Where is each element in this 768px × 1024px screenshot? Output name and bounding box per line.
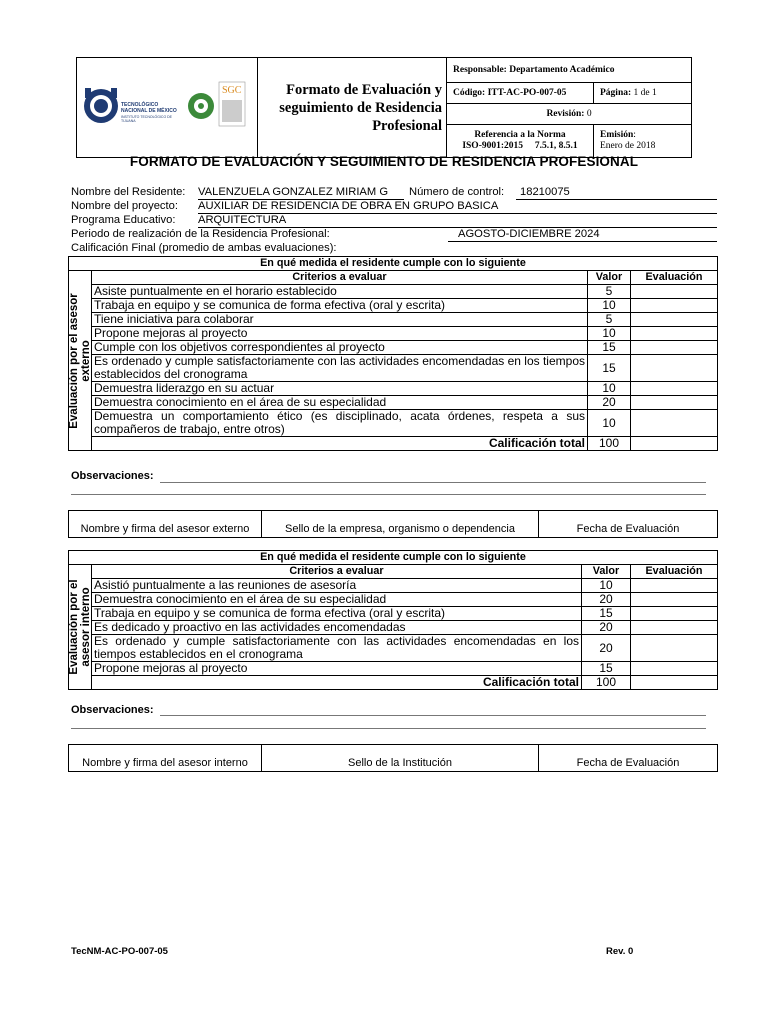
programa-label: Programa Educativo: — [71, 214, 176, 226]
proyecto-value: AUXILIAR DE RESIDENCIA DE OBRA EN GRUPO BASICA — [198, 199, 717, 214]
evaluation-table-externo — [68, 256, 718, 451]
evaluacion-cell[interactable] — [631, 607, 718, 621]
criterio: Cumple con los objetivos correspondientes al proyecto — [92, 341, 588, 355]
fecha-evaluacion[interactable]: Fecha de Evaluación — [539, 511, 718, 538]
valor: 20 — [582, 635, 631, 662]
criterio: Tiene iniciativa para colaborar — [92, 313, 588, 327]
emision-label: Emisión — [600, 129, 634, 140]
firma-asesor-interno[interactable]: Nombre y firma del asesor interno — [69, 745, 262, 772]
table-row — [69, 607, 718, 621]
control-value: 18210075 — [516, 185, 717, 200]
emision-value: Enero de 2018 — [600, 140, 656, 151]
observaciones-label: Observaciones: — [71, 704, 154, 716]
main-title: FORMATO DE EVALUACIÓN Y SEGUIMIENTO DE RESIDENCIA PROFESIONAL — [129, 154, 639, 169]
table-row — [69, 621, 718, 635]
table-row — [69, 355, 718, 382]
revision-value: 0 — [586, 108, 592, 119]
criterio: Propone mejoras al proyecto — [92, 327, 588, 341]
table-row — [69, 341, 718, 355]
logo-subtext: INSTITUTO TECNOLÓGICO DE TIJUANA — [121, 115, 173, 123]
table-row — [69, 635, 718, 662]
table-row — [69, 382, 718, 396]
criterio: Es dedicado y proactivo en las actividades encomendadas — [92, 621, 582, 635]
criterio: Demuestra conocimiento en el área de su especialidad — [92, 593, 582, 607]
side-label-cell — [69, 565, 92, 690]
criterio: Demuestra conocimiento en el área de su especialidad — [92, 396, 588, 410]
evaluacion-cell[interactable] — [631, 396, 718, 410]
evaluacion-cell[interactable] — [631, 341, 718, 355]
emision: Emisión: Enero de 2018 — [594, 124, 692, 157]
valor: 10 — [588, 327, 631, 341]
table-row — [69, 662, 718, 676]
proyecto-label: Nombre del proyecto: — [71, 200, 178, 212]
document-header — [76, 57, 692, 158]
col-valor: Valor — [588, 271, 631, 285]
valor: 5 — [588, 285, 631, 299]
col-criterios: Criterios a evaluar — [92, 565, 582, 579]
periodo-label: Periodo de realización de la Residencia Profesional: — [71, 228, 330, 240]
total-row — [69, 676, 718, 690]
table-row — [69, 285, 718, 299]
sello-institucion[interactable]: Sello de la Institución — [262, 745, 539, 772]
evaluacion-cell[interactable] — [631, 410, 718, 437]
caption: En qué medida el residente cumple con lo siguiente — [69, 257, 718, 271]
control-label: Número de control: — [409, 186, 505, 198]
evaluacion-cell[interactable] — [631, 355, 718, 382]
evaluacion-cell[interactable] — [631, 285, 718, 299]
signature-table-interno — [68, 744, 718, 772]
pagina-value: 1 de 1 — [633, 87, 657, 98]
revision — [447, 103, 692, 124]
observaciones-label: Observaciones: — [71, 470, 154, 482]
evaluacion-cell[interactable] — [631, 313, 718, 327]
valor: 10 — [582, 579, 631, 593]
evaluation-table-interno — [68, 550, 718, 690]
criterio: Demuestra un comportamiento ético (es disciplinado, acata órdenes, respeta a sus compañeros de trabajo, entre otros) — [92, 410, 588, 437]
criterio: Asistió puntualmente a las reuniones de asesoría — [92, 579, 582, 593]
valor: 10 — [588, 299, 631, 313]
evaluacion-cell[interactable] — [631, 382, 718, 396]
evaluacion-cell[interactable] — [631, 327, 718, 341]
responsable: Responsable: Departamento Académico — [447, 58, 692, 83]
criterio: Es ordenado y cumple satisfactoriamente con las actividades encomendadas en los tiempos establecidos del cronograma — [92, 355, 588, 382]
table-row — [69, 313, 718, 327]
total-label: Calificación total — [92, 437, 588, 451]
valor: 15 — [582, 662, 631, 676]
norma — [447, 124, 594, 157]
criterio: Trabaja en equipo y se comunica de forma efectiva (oral y escrita) — [92, 607, 582, 621]
evaluacion-cell[interactable] — [631, 579, 718, 593]
criterio: Trabaja en equipo y se comunica de forma efectiva (oral y escrita) — [92, 299, 588, 313]
valor: 20 — [582, 593, 631, 607]
criterio: Es ordenado y cumple satisfactoriamente con las actividades encomendadas en los tiempos establecidos en el cronograma — [92, 635, 582, 662]
revision-label: Revisión: — [546, 108, 585, 119]
table-row — [69, 593, 718, 607]
side-label: Evaluación por el asesor externo — [68, 292, 92, 429]
valor: 15 — [588, 341, 631, 355]
total-label: Calificación total — [92, 676, 582, 690]
col-criterios: Criterios a evaluar — [92, 271, 588, 285]
norma-value: ISO-9001:2015 7.5.1, 8.5.1 — [462, 140, 578, 151]
logos-cell — [77, 58, 258, 158]
col-evaluacion: Evaluación — [631, 271, 718, 285]
table-row — [69, 410, 718, 437]
evaluacion-cell[interactable] — [631, 662, 718, 676]
logo-text: TECNOLÓGICO NACIONAL DE MÉXICO — [121, 102, 177, 114]
total-evaluacion-cell[interactable] — [631, 437, 718, 451]
valor: 10 — [588, 410, 631, 437]
side-label-cell — [69, 271, 92, 451]
firma-asesor-externo[interactable]: Nombre y firma del asesor externo — [69, 511, 262, 538]
total-row — [69, 437, 718, 451]
total-value: 100 — [588, 437, 631, 451]
valor: 20 — [582, 621, 631, 635]
observaciones-line[interactable] — [71, 494, 706, 495]
col-valor: Valor — [582, 565, 631, 579]
pagina — [594, 83, 692, 104]
col-evaluacion: Evaluación — [631, 565, 718, 579]
residente-label: Nombre del Residente: — [71, 186, 186, 198]
observaciones-line[interactable] — [71, 728, 706, 729]
criterio: Asiste puntualmente en el horario establecido — [92, 285, 588, 299]
evaluacion-cell[interactable] — [631, 621, 718, 635]
total-evaluacion-cell[interactable] — [631, 676, 718, 690]
periodo-value: AGOSTO-DICIEMBRE 2024 — [448, 227, 717, 242]
header-title: Formato de Evaluación y seguimiento de Residencia Profesional — [258, 58, 447, 158]
table-row — [69, 396, 718, 410]
criterio: Propone mejoras al proyecto — [92, 662, 582, 676]
pagina-label: Página: — [600, 87, 632, 98]
valor: 20 — [588, 396, 631, 410]
evaluacion-cell[interactable] — [631, 299, 718, 313]
criterio: Demuestra liderazgo en su actuar — [92, 382, 588, 396]
fecha-evaluacion[interactable]: Fecha de Evaluación — [539, 745, 718, 772]
sgc-label: SGC — [222, 85, 242, 96]
residente-value: VALENZUELA GONZALEZ MIRIAM G — [198, 185, 404, 200]
observaciones-line[interactable] — [160, 482, 706, 483]
valor: 15 — [582, 607, 631, 621]
valor: 5 — [588, 313, 631, 327]
side-label: Evaluación por el asesor interno — [68, 579, 92, 675]
total-value: 100 — [582, 676, 631, 690]
norma-label: Referencia a la Norma — [474, 129, 566, 140]
table-row — [69, 299, 718, 313]
caption: En qué medida el residente cumple con lo siguiente — [69, 551, 718, 565]
observaciones-line[interactable] — [160, 715, 706, 716]
evaluacion-cell[interactable] — [631, 593, 718, 607]
programa-value: ARQUITECTURA — [198, 213, 717, 228]
footer-rev: Rev. 0 — [606, 946, 634, 957]
footer-code: TecNM-AC-PO-007-05 — [71, 946, 168, 957]
calificacion-final-label: Calificación Final (promedio de ambas evaluaciones): — [71, 242, 337, 254]
sello-empresa[interactable]: Sello de la empresa, organismo o dependencia — [262, 511, 539, 538]
table-row — [69, 579, 718, 593]
valor: 15 — [588, 355, 631, 382]
valor: 10 — [588, 382, 631, 396]
codigo: Código: ITT-AC-PO-007-05 — [447, 83, 594, 104]
table-row — [69, 327, 718, 341]
signature-table-externo — [68, 510, 718, 538]
evaluacion-cell[interactable] — [631, 635, 718, 662]
